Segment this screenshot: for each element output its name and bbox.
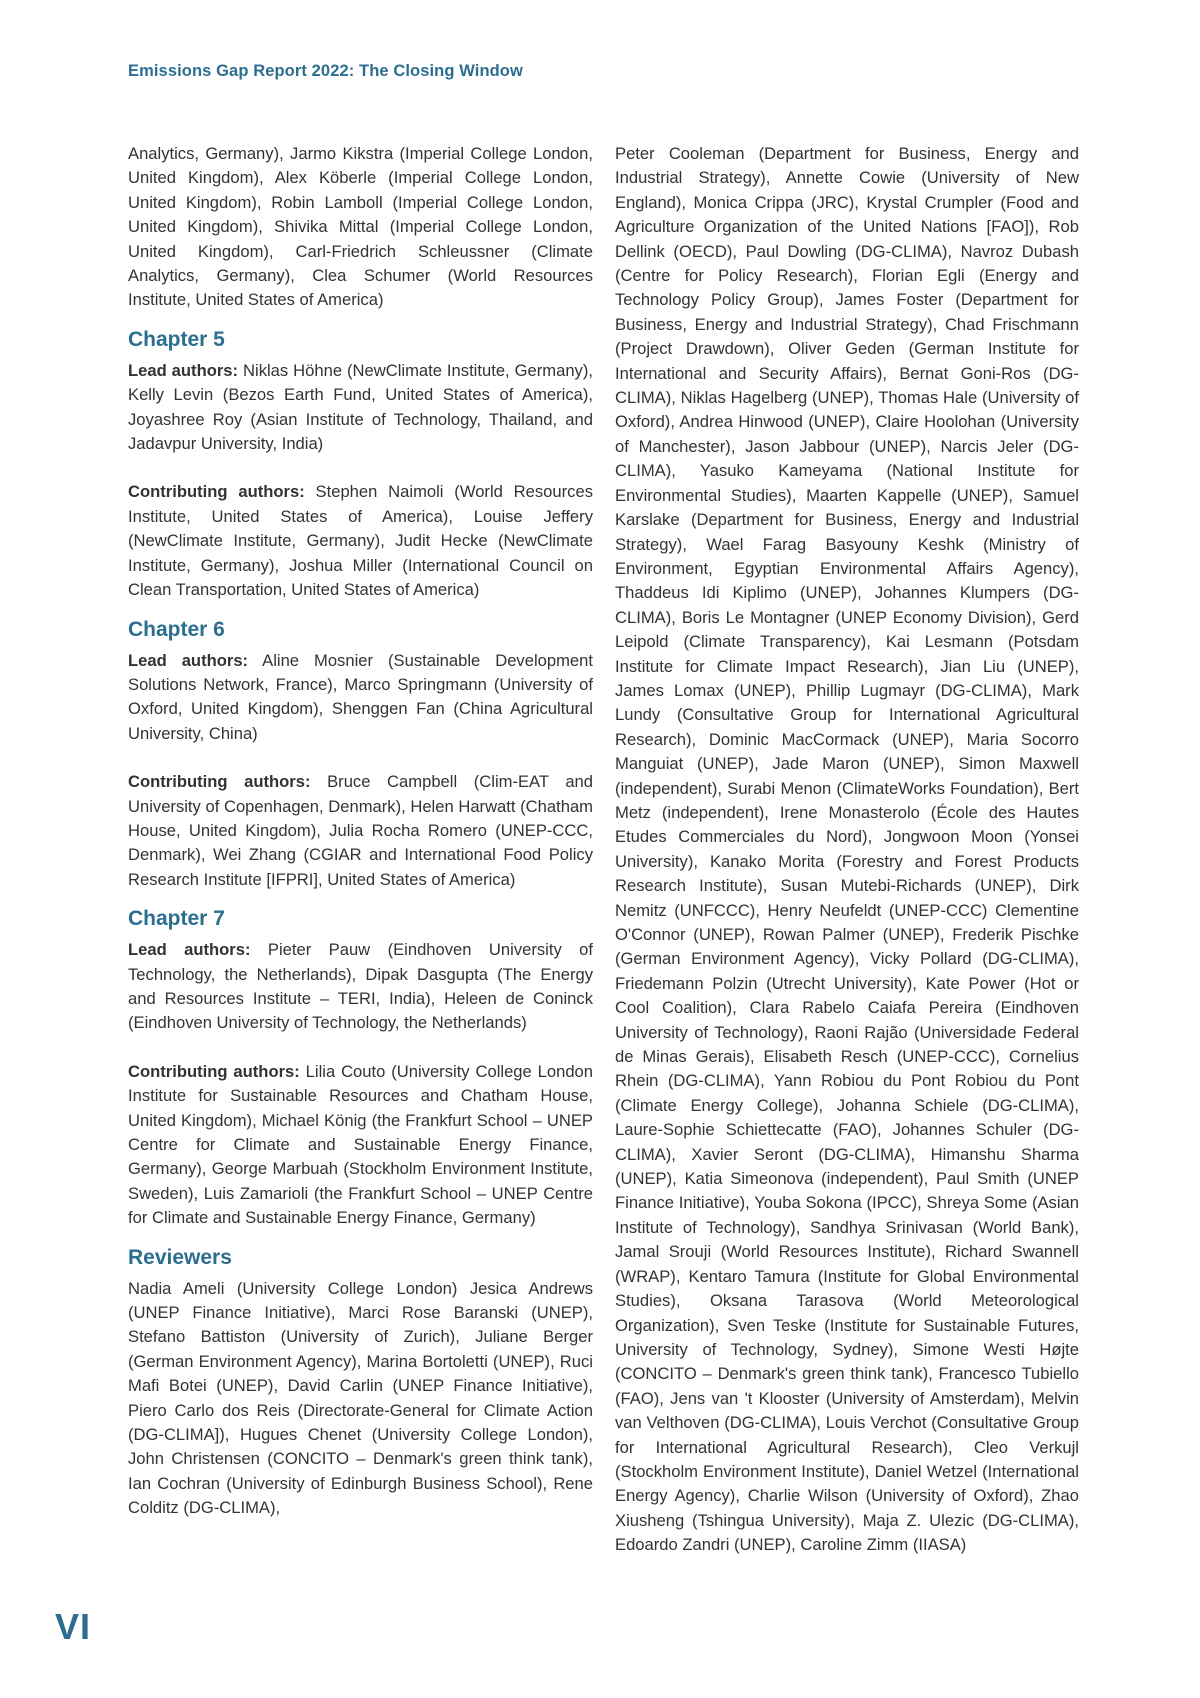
lead-authors-label: Lead authors:	[128, 940, 251, 960]
contributing-authors-text: Bruce Campbell (Clim-EAT and University of Copenhagen, Denmark), Helen Harwatt (Chatham House, United Kingdom), Julia Rocha Romero (UNEP-CCC, Denmark), Wei Zhang (CGIAR and International Food Policy Research Institute [IFPRI], United States of America)	[128, 772, 594, 889]
chapter-7-heading: Chapter 7	[128, 907, 225, 931]
contributing-authors-text: Stephen Naimoli (World Resources Institute, United States of America), Louise Jeffery (NewClimate Institute, Germany), Judit Hecke (NewClimate Institute, Germany), Joshua Miller (International Council on Clean Transportation, United States of America)	[128, 482, 593, 600]
reviewers-heading: Reviewers	[128, 1245, 232, 1269]
chapter-5-lead-authors	[128, 359, 593, 457]
running-title: Emissions Gap Report 2022: The Closing Window	[128, 62, 523, 80]
chapter-6-contributing-authors	[128, 770, 593, 892]
contributing-authors-label: Contributing authors:	[128, 772, 311, 792]
chapter-5-contributing-authors	[128, 480, 593, 602]
lead-authors-text: Pieter Pauw (Eindhoven University of Technology, the Netherlands), Dipak Dasgupta (The Energy and Resources Institute – TERI, India), Heleen de Coninck (Eindhoven University of Technology, the Netherlands)	[128, 940, 593, 1033]
page-number: VI	[55, 1606, 92, 1647]
reviewers-list-continued: Peter Cooleman (Department for Business, Energy and Industrial Strategy), Annette Cowie (University of New England), Monica Crippa (JRC), Krystal Crumpler (Food and Agriculture Organization of the United Nations [FAO]), Rob Dellink (OECD), Paul Dowling (DG-CLIMA), Navroz Dubash (Centre for Policy Research), Florian Egli (Energy and Technology Policy Group), James Foster (Department for Business, Energy and Industrial Strategy), Chad Frischmann (Project Drawdown), Oliver Geden (German Institute for International and Security Affairs), Bernat Goni-Ros (DG-CLIMA), Niklas Hagelberg (UNEP), Thomas Hale (University of Oxford), Andrea Hinwood (UNEP), Claire Hoolohan (University of Manchester), Jason Jabbour (UNEP), Narcis Jeler (DG-CLIMA), Yasuko Kameyama (National Institute for Environmental Studies), Maarten Kappelle (UNEP), Samuel Karslake (Department for Business, Energy and Industrial Strategy), Wael Farag Basyouny Keshk (Ministry of Environment, Egyptian Environmental Affairs Agency), Thaddeus Idi Kiplimo (UNEP), Johannes Klumpers (DG-CLIMA), Boris Le Montagner (UNEP Economy Division), Gerd Leipold (Climate Transparency), Kai Lesmann (Potsdam Institute for Climate Impact Research), Jian Liu (UNEP), James Lomax (UNEP), Phillip Lugmayr (DG-CLIMA), Mark Lundy (Consultative Group for International Agricultural Research), Dominic MacCormack (UNEP), Maria Socorro Manguiat (UNEP), Jade Maron (UNEP), Simon Maxwell (independent), Surabi Menon (ClimateWorks Foundation), Bert Metz (independent), Irene Monasterolo (École des Hautes Etudes Commerciales du Nord), Jongwoon Moon (Yonsei University), Kanako Morita (Forestry and Forest Products Research Institute), Susan Mutebi-Richards (UNEP), Dirk Nemitz (UNFCCC), Henry Neufeldt (UNEP-CCC) Clementine O'Connor (UNEP), Rowan Palmer (UNEP), Frederik Pischke (German Environment Agency), Vicky Pollard (DG-CLIMA), Friedemann Polzin (Utrecht University), Kate Power (Hot or Cool Coalition), Clara Rabelo Caiafa Pereira (Eindhoven University of Technology), Raoni Rajão (Universidade Federal de Minas Gerais), Elisabeth Resch (UNEP-CCC), Cornelius Rhein (DG-CLIMA), Yann Robiou du Pont Robiou du Pont (Climate Energy College), Johanna Schiele (DG-CLIMA), Laure-Sophie Schiettecatte (FAO), Johannes Schuler (DG-CLIMA), Xavier Seront (DG-CLIMA), Himanshu Sharma (UNEP), Katia Simeonova (independent), Paul Smith (UNEP Finance Initiative), Youba Sokona (IPCC), Shreya Some (Asian Institute of Technology), Sandhya Srinivasan (World Bank), Jamal Srouji (World Resources Institute), Richard Swannell (WRAP), Kentaro Tamura (Institute for Global Environmental Studies), Oksana Tarasova (World Meteorological Organization), Sven Teske (Institute for Sustainable Futures, University of Technology, Sydney), Simone Westi Højte (CONCITO – Denmark's green think tank), Francesco Tubiello (FAO), Jens van 't Klooster (University of Amsterdam), Melvin van Velthoven (DG-CLIMA), Louis Verchot (Consultative Group for International Agricultural Research), Cleo Verkujl (Stockholm Environment Institute), Daniel Wetzel (International Energy Agency), Charlie Wilson (University of Oxford), Zhao Xiusheng (Tshingua University), Maja Z. Ulezic (DG-CLIMA), Edoardo Zandri (UNEP), Caroline Zimm (IIASA)	[615, 144, 1079, 1555]
chapter-7-contributing-authors	[128, 1060, 593, 1231]
contributing-authors-label: Contributing authors:	[128, 482, 305, 502]
chapter-7-lead-authors	[128, 938, 593, 1036]
chapter-6-heading: Chapter 6	[128, 617, 225, 641]
lead-authors-text: Aline Mosnier (Sustainable Development Solutions Network, France), Marco Springmann (University of Oxford, United Kingdom), Shenggen Fan (China Agricultural University, China)	[128, 650, 593, 743]
continued-paragraph: Analytics, Germany), Jarmo Kikstra (Imperial College London, United Kingdom), Alex Köberle (Imperial College London, United Kingdom), Robin Lamboll (Imperial College London, United Kingdom), Shivika Mittal (Imperial College London, United Kingdom), Carl-Friedrich Schleussner (Climate Analytics, Germany), Clea Schumer (World Resources Institute, United States of America)	[128, 144, 593, 310]
chapter-5-heading: Chapter 5	[128, 327, 225, 351]
contributing-authors-label: Contributing authors:	[128, 1061, 300, 1081]
lead-authors-label: Lead authors:	[128, 650, 249, 670]
chapter-6-lead-authors	[128, 649, 593, 747]
left-column	[128, 142, 593, 1521]
reviewers-list-start: Nadia Ameli (University College London) Jesica Andrews (UNEP Finance Initiative), Marci Rose Baranski (UNEP), Stefano Battiston (University of Zurich), Juliane Berger (German Environment Agency), Marina Bortoletti (UNEP), Ruci Mafi Botei (UNEP), David Carlin (UNEP Finance Initiative), Piero Carlo dos Reis (Directorate-General for Climate Action (DG-CLIMA]), Hugues Chenet (University College London), John Christensen (CONCITO – Denmark's green think tank), Ian Cochran (University of Edinburgh Business School), Rene Colditz (DG-CLIMA),	[128, 1278, 593, 1518]
lead-authors-label: Lead authors:	[128, 360, 239, 380]
lead-authors-text: Niklas Höhne (NewClimate Institute, Germany), Kelly Levin (Bezos Earth Fund, United States of America), Joyashree Roy (Asian Institute of Technology, Thailand, and Jadavpur University, India)	[128, 360, 593, 454]
right-column	[615, 142, 1079, 1558]
contributing-authors-text: Lilia Couto (University College London Institute for Sustainable Resources and Chatham House, United Kingdom), Michael König (the Frankfurt School – UNEP Centre for Climate and Sustainable Energy Finance, Germany), George Marbuah (Stockholm Environment Institute, Sweden), Luis Zamarioli (the Frankfurt School – UNEP Centre for Climate and Sustainable Energy Finance, Germany)	[128, 1061, 594, 1228]
